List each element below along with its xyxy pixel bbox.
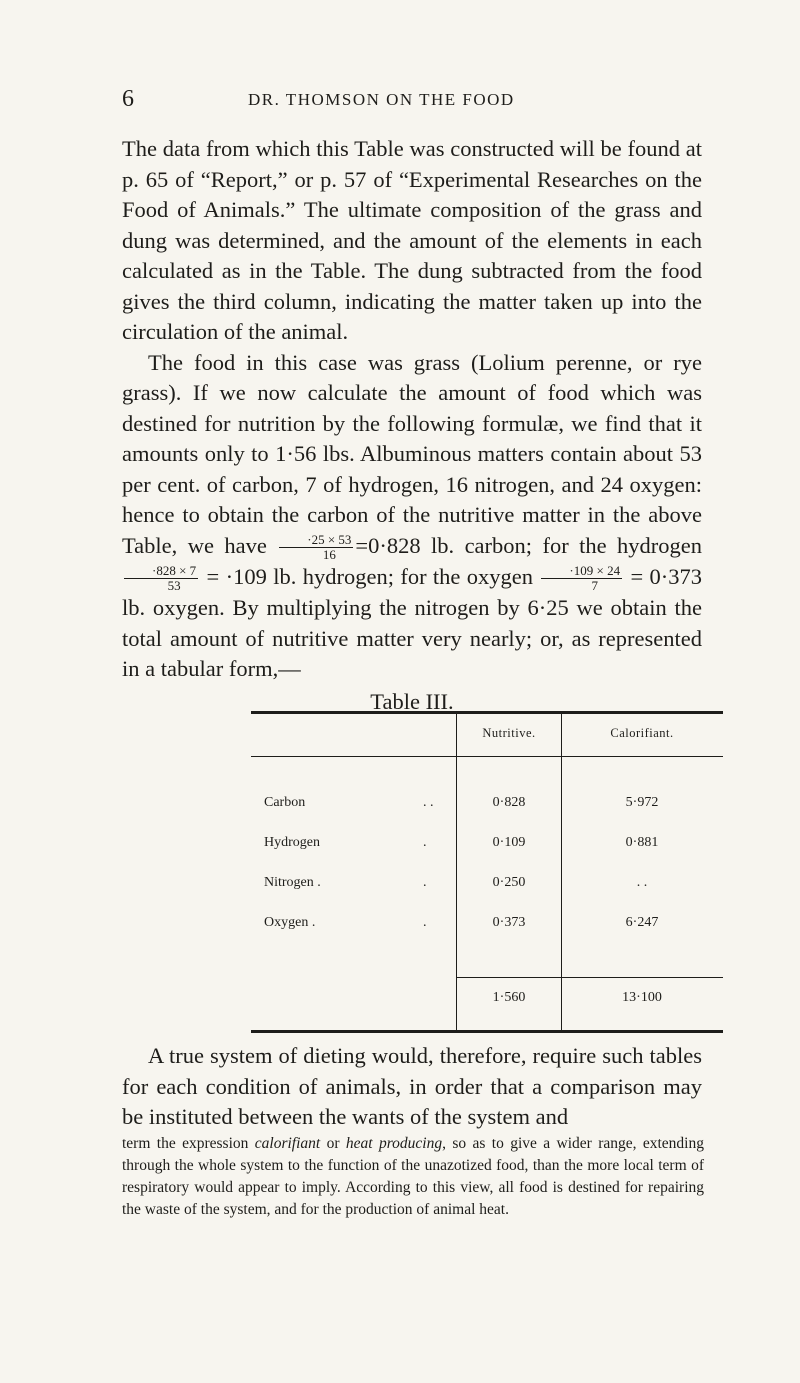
paragraph-2-text: The food in this case was grass (Lolium perenne, or rye grass). If we now calculate the amount of food which was destined for nutrition by the following formulæ, we find that it amounts only to 1·56 lbs. Albuminous matters contain about 53 per cent. of carbon, 7 of hydrogen, 16 nitrogen, and 24 oxygen: hence to obtain the carbon of the nutritive matter in the above Table, we have xyxy=(122,349,702,558)
total-nutritive: 1·560 xyxy=(492,990,526,1005)
oxygen-fraction xyxy=(541,564,622,593)
row-leader: . xyxy=(423,835,427,850)
cell-nutritive: 0·373 xyxy=(492,915,526,930)
carbon-result: =0·828 lb. carbon; xyxy=(355,532,533,558)
fraction-denominator: 7 xyxy=(591,578,598,594)
footnote xyxy=(122,1133,704,1221)
hydrogen-fraction xyxy=(124,564,198,593)
row-leader: . . xyxy=(423,795,434,810)
row-label-oxygen: Oxygen . xyxy=(264,915,316,930)
cell-calorifiant: 5·972 xyxy=(625,795,659,810)
page-number: 6 xyxy=(122,86,134,112)
row-label-hydrogen: Hydrogen xyxy=(264,835,320,850)
nutrition-table xyxy=(251,711,723,1033)
table-rule xyxy=(251,756,723,757)
cell-calorifiant: 0·881 xyxy=(625,835,659,850)
cell-nutritive: 0·828 xyxy=(492,795,526,810)
table-divider xyxy=(456,714,457,1030)
fraction-numerator: ·25 × 53 xyxy=(279,533,353,548)
paragraph-1: The data from which this Table was constructed will be found at p. 65 of “Report,” or p. 57 of “Experimental Researches on the Food of Animals.” The ultimate composition of the grass and dung was determined, and the amount of the elements in each calculated as in the Table. The dung subtracted from the food gives the third column, indicating the matter taken up into the circulation of the animal. xyxy=(122,136,702,344)
running-head: DR. THOMSON ON THE FOOD xyxy=(248,90,515,109)
cell-calorifiant: 6·247 xyxy=(625,915,659,930)
hydrogen-result: = ·109 lb. hydrogen; for the oxygen xyxy=(206,563,534,589)
table-divider xyxy=(561,714,562,1030)
footnote-after: , so as to give a wider range, extending through the whole system to the function of the unazotized food, than the more local term of respiratory would appear to imply. According to this view, all food is destined for repairing the waste of the system, and for the production of animal heat. xyxy=(122,1135,704,1218)
footnote-term-calorifiant: calorifiant xyxy=(254,1135,321,1152)
fraction-denominator: 53 xyxy=(167,578,181,594)
table-rule xyxy=(456,977,723,978)
total-calorifiant: 13·100 xyxy=(622,990,662,1005)
column-header-calorifiant: Calorifiant. xyxy=(610,726,674,740)
carbon-fraction xyxy=(279,533,353,562)
hydrogen-lead: for the hydrogen xyxy=(542,532,703,558)
footnote-text xyxy=(122,1133,704,1221)
fraction-numerator: ·828 × 7 xyxy=(124,564,198,579)
row-label-carbon: Carbon xyxy=(264,795,306,810)
paragraph-2 xyxy=(122,348,702,685)
row-leader: . xyxy=(423,915,427,930)
body-text xyxy=(122,134,702,717)
footnote-before: term the expression xyxy=(122,1135,255,1152)
table-title: Table III. xyxy=(370,688,454,714)
oxygen-result: = 0·373 lb. oxygen. By multiplying the nitrogen by 6·25 we obtain the total amount of nutritive matter very nearly; or, as represented in a tabular form,— xyxy=(122,563,703,682)
fraction-numerator: ·109 × 24 xyxy=(541,564,622,579)
page-header xyxy=(0,86,800,116)
row-leader: . xyxy=(423,875,427,890)
closing-paragraph: A true system of dieting would, therefore, require such tables for each condition of animals, in order that a comparison may be instituted between the wants of the system and xyxy=(122,1043,702,1129)
column-header-nutritive: Nutritive. xyxy=(482,726,536,740)
cell-calorifiant: . . xyxy=(636,875,648,890)
footnote-middle: or xyxy=(320,1135,346,1152)
footnote-term-heat-producing: heat producing xyxy=(345,1135,443,1152)
closing-text xyxy=(122,1041,702,1133)
cell-nutritive: 0·250 xyxy=(492,875,526,890)
row-label-nitrogen: Nitrogen . xyxy=(264,875,321,890)
fraction-denominator: 16 xyxy=(322,546,336,562)
cell-nutritive: 0·109 xyxy=(492,835,526,850)
